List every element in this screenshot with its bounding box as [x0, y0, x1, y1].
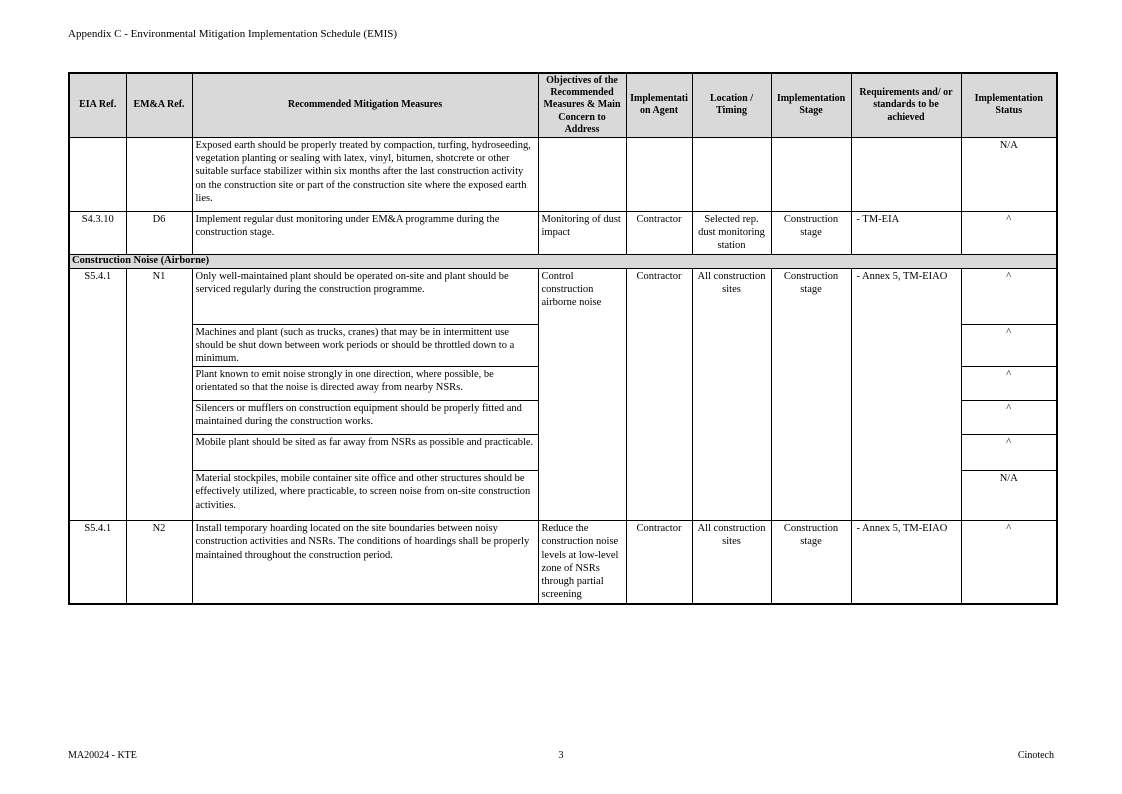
agent-cell: Contractor	[626, 521, 692, 604]
stage-cell: Construction stage	[771, 211, 851, 254]
section-header-row	[69, 254, 1057, 268]
col-header-objectives: Objectives of the Recommended Measures & Main Concern to Address	[538, 73, 626, 137]
status-cell: ^	[961, 367, 1057, 401]
col-header-ema-ref: EM&A Ref.	[126, 73, 192, 137]
objective-cell: Monitoring of dust impact	[538, 211, 626, 254]
objective-cell: Control construction airborne noise	[538, 268, 626, 521]
measure-cell: Mobile plant should be sited as far away from NSRs as possible and practicable.	[192, 435, 538, 471]
location-cell: Selected rep. dust monitoring station	[692, 211, 771, 254]
requirements-cell: - Annex 5, TM-EIAO	[851, 268, 961, 521]
status-cell: N/A	[961, 471, 1057, 521]
measure-cell: Machines and plant (such as trucks, cranes) that may be in intermittent use should be shut down between work periods or should be throttled down to a minimum.	[192, 324, 538, 367]
appendix-title: Appendix C - Environmental Mitigation Implementation Schedule (EMIS)	[68, 28, 398, 40]
footer-project-ref: MA20024 - KTE	[68, 750, 137, 761]
table-header-row	[69, 73, 1057, 137]
ema-ref-cell	[126, 137, 192, 211]
stage-cell: Construction stage	[771, 521, 851, 604]
col-header-requirements: Requirements and/ or standards to be achieved	[851, 73, 961, 137]
objective-cell: Reduce the construction noise levels at low-level zone of NSRs through partial screening	[538, 521, 626, 604]
agent-cell: Contractor	[626, 268, 692, 521]
location-cell: All construction sites	[692, 521, 771, 604]
eia-ref-cell: S4.3.10	[69, 211, 126, 254]
requirements-cell: - Annex 5, TM-EIAO	[851, 521, 961, 604]
ema-ref-cell: N1	[126, 268, 192, 521]
col-header-agent: Implementation Agent	[626, 73, 692, 137]
col-header-eia-ref: EIA Ref.	[69, 73, 126, 137]
agent-cell: Contractor	[626, 211, 692, 254]
col-header-measures: Recommended Mitigation Measures	[192, 73, 538, 137]
agent-cell	[626, 137, 692, 211]
measure-cell: Exposed earth should be properly treated by compaction, turfing, hydroseeding, vegetation planting or sealing with latex, vinyl, bitumen, shotcrete or other suitable surface stabilizer within six months after the last construction activity on the construction site or part of the construction site where the exposed earth lies.	[192, 137, 538, 211]
measure-cell: Install temporary hoarding located on the site boundaries between noisy construction activities and NSRs. The conditions of hoardings shall be properly maintained throughout the construction period.	[192, 521, 538, 604]
emis-table	[68, 72, 1058, 605]
measure-cell: Material stockpiles, mobile container site office and other structures should be effectively utilized, where practicable, to screen noise from on-site construction activities.	[192, 471, 538, 521]
measure-cell: Only well-maintained plant should be operated on-site and plant should be serviced regularly during the construction programme.	[192, 268, 538, 324]
measure-cell: Implement regular dust monitoring under EM&A programme during the construction stage.	[192, 211, 538, 254]
col-header-stage: Implementation Stage	[771, 73, 851, 137]
section-header-construction-noise: Construction Noise (Airborne)	[69, 254, 1057, 268]
ema-ref-cell: D6	[126, 211, 192, 254]
status-cell: ^	[961, 268, 1057, 324]
col-header-status: Implementation Status	[961, 73, 1057, 137]
col-header-location: Location / Timing	[692, 73, 771, 137]
footer-company: Cinotech	[1017, 750, 1054, 761]
status-cell: N/A	[961, 137, 1057, 211]
ema-ref-cell: N2	[126, 521, 192, 604]
table-row	[69, 521, 1057, 604]
table-row	[69, 137, 1057, 211]
objective-cell	[538, 137, 626, 211]
eia-ref-cell: S5.4.1	[69, 268, 126, 521]
eia-ref-cell: S5.4.1	[69, 521, 126, 604]
requirements-cell	[851, 137, 961, 211]
location-cell	[692, 137, 771, 211]
location-cell: All construction sites	[692, 268, 771, 521]
measure-cell: Plant known to emit noise strongly in one direction, where possible, be orientated so that the noise is directed away from nearby NSRs.	[192, 367, 538, 401]
status-cell: ^	[961, 211, 1057, 254]
footer-page-number: 3	[558, 750, 564, 761]
table-row	[69, 211, 1057, 254]
eia-ref-cell	[69, 137, 126, 211]
status-cell: ^	[961, 521, 1057, 604]
table-row	[69, 268, 1057, 324]
status-cell: ^	[961, 324, 1057, 367]
requirements-cell: - TM-EIA	[851, 211, 961, 254]
status-cell: ^	[961, 401, 1057, 435]
stage-cell	[771, 137, 851, 211]
stage-cell: Construction stage	[771, 268, 851, 521]
status-cell: ^	[961, 435, 1057, 471]
measure-cell: Silencers or mufflers on construction equipment should be properly fitted and maintained during the construction works.	[192, 401, 538, 435]
